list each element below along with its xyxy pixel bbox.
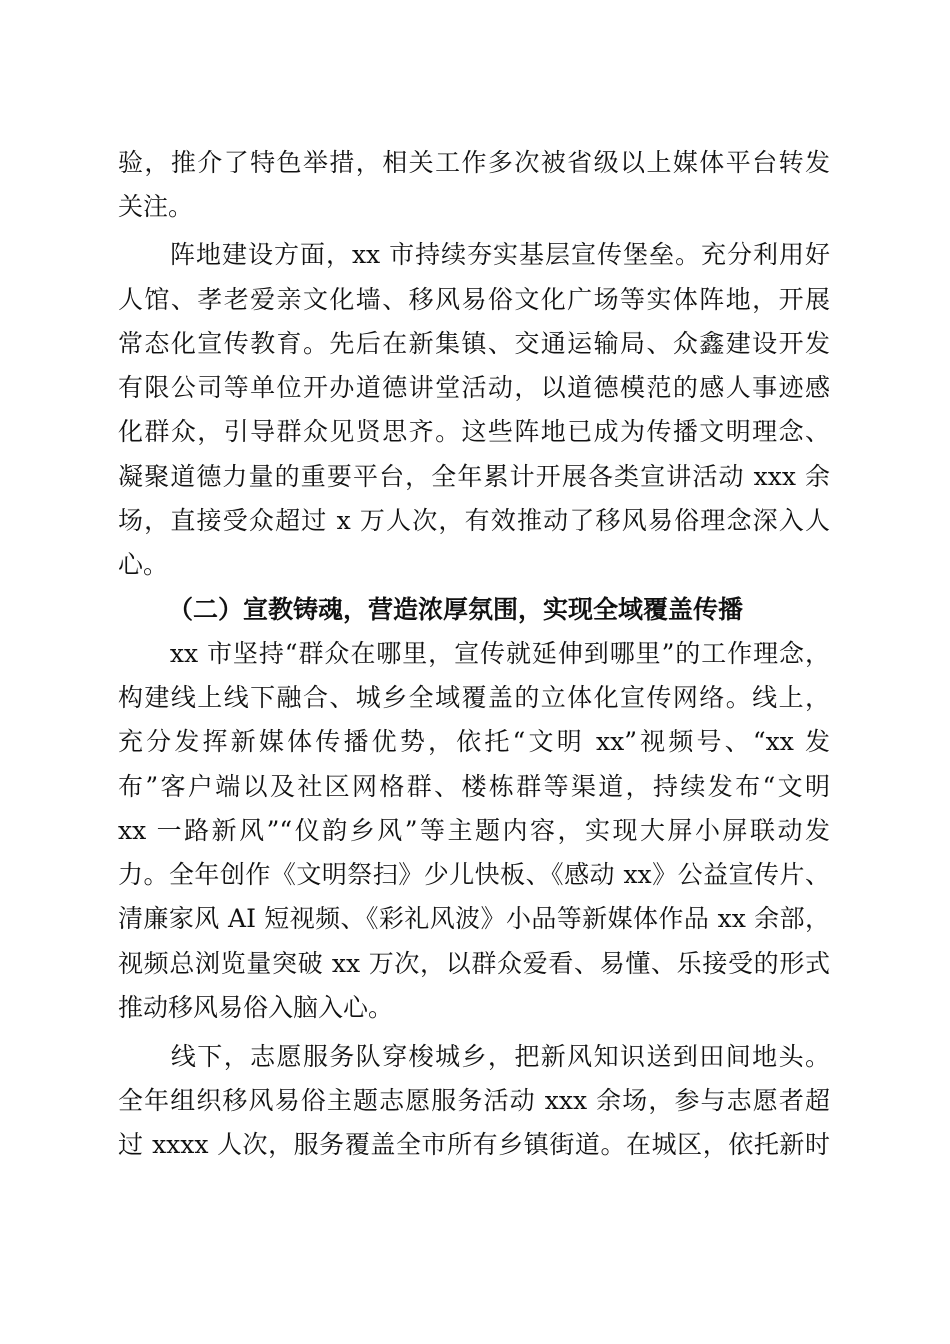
paragraph-line: xx 一路新风”“仪韵乡风”等主题内容，实现大屏小屏联动发	[118, 816, 830, 845]
paragraph-line: 心。	[118, 550, 169, 579]
section-heading: （二）宣教铸魂，营造浓厚氛围，实现全域覆盖传播	[168, 595, 744, 624]
paragraph-line: 阵地建设方面，xx 市持续夯实基层宣传堡垒。充分利用好	[118, 240, 830, 269]
paragraph-line: 清廉家风 AI 短视频、《彩礼风波》小品等新媒体作品 xx 余部，	[118, 904, 830, 933]
paragraph-line: 推动移风易俗入脑入心。	[118, 993, 394, 1022]
paragraph-line: 人馆、孝老爱亲文化墙、移风易俗文化广场等实体阵地，开展	[118, 285, 830, 314]
paragraph-line: 全年组织移风易俗主题志愿服务活动 xxx 余场，参与志愿者超	[118, 1086, 830, 1115]
paragraph-line: 凝聚道德力量的重要平台，全年累计开展各类宣讲活动 xxx 余	[118, 462, 830, 491]
paragraph-line: 充分发挥新媒体传播优势，依托“文明 xx”视频号、“xx 发	[118, 727, 830, 756]
paragraph-line: 过 xxxx 人次，服务覆盖全市所有乡镇街道。在城区，依托新时	[118, 1130, 830, 1159]
paragraph-line: 视频总浏览量突破 xx 万次，以群众爱看、易懂、乐接受的形式	[118, 949, 830, 978]
paragraph-line: 关注。	[118, 192, 194, 221]
paragraph-line: 场，直接受众超过 x 万人次，有效推动了移风易俗理念深入人	[118, 506, 830, 535]
paragraph-line: 化群众，引导群众见贤思齐。这些阵地已成为传播文明理念、	[118, 417, 830, 446]
paragraph-line: 常态化宣传教育。先后在新集镇、交通运输局、众鑫建设开发	[118, 329, 830, 358]
paragraph-line: 线下，志愿服务队穿梭城乡，把新风知识送到田间地头。	[118, 1042, 830, 1071]
paragraph-line: 力。全年创作《文明祭扫》少儿快板、《感动 xx》公益宣传片、	[118, 860, 830, 889]
paragraph-line: 有限公司等单位开办道德讲堂活动，以道德模范的感人事迹感	[118, 373, 830, 402]
paragraph-line: 布”客户端以及社区网格群、楼栋群等渠道，持续发布“文明	[118, 772, 830, 801]
paragraph-line: 构建线上线下融合、城乡全域覆盖的立体化宣传网络。线上，	[118, 683, 830, 712]
paragraph-line: xx 市坚持“群众在哪里，宣传就延伸到哪里”的工作理念，	[118, 639, 830, 668]
paragraph-line: 验，推介了特色举措，相关工作多次被省级以上媒体平台转发	[118, 148, 830, 177]
